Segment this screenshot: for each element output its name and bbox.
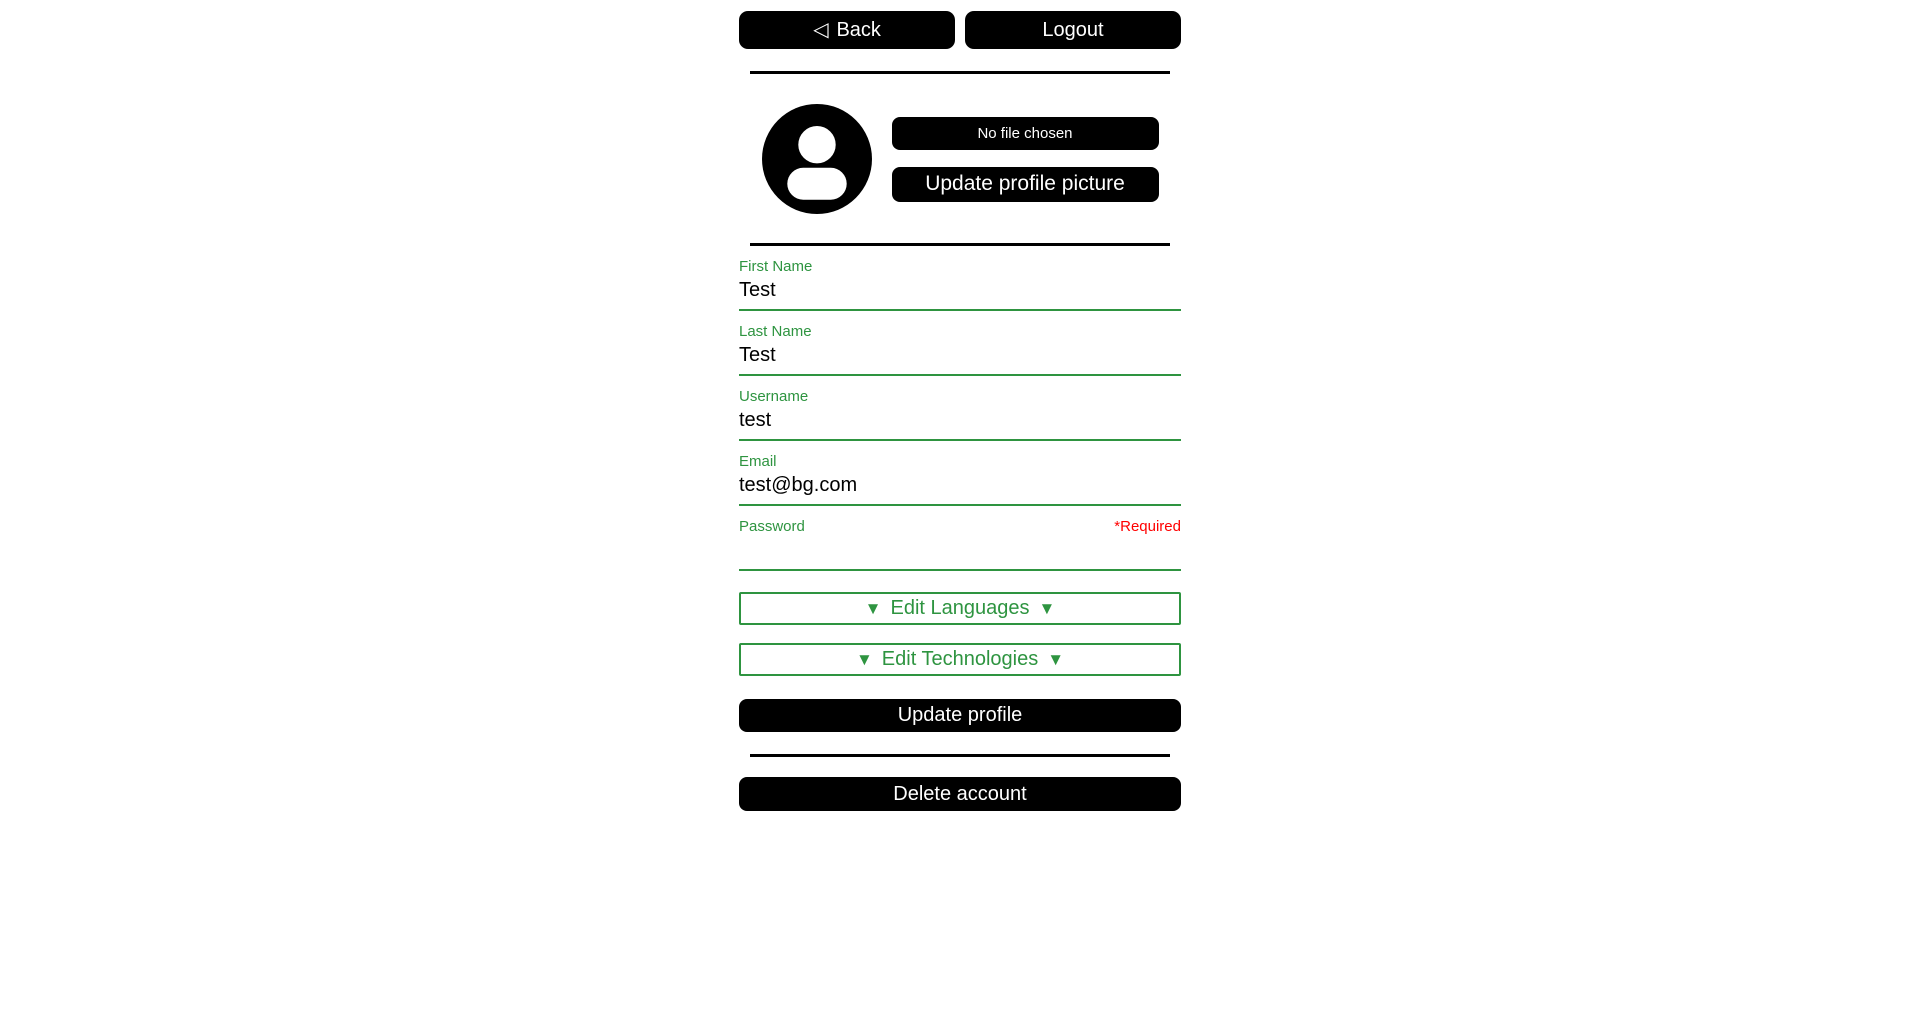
- update-picture-label: Update profile picture: [925, 172, 1125, 195]
- logout-button[interactable]: [965, 11, 1181, 49]
- caret-down-icon: ▼: [1038, 599, 1056, 618]
- back-button-label: Back: [836, 18, 881, 41]
- first-name-label: First Name: [739, 258, 813, 275]
- profile-page: [739, 0, 1181, 811]
- update-profile-label: Update profile: [897, 704, 1023, 726]
- last-name-field: [739, 311, 1181, 376]
- delete-account-label: Delete account: [893, 782, 1027, 805]
- edit-languages-label: Edit Languages: [890, 597, 1030, 619]
- logout-button-label: Logout: [1042, 18, 1104, 41]
- password-field: [739, 506, 1181, 571]
- person-circle-icon: [762, 104, 872, 214]
- header-button-row: [739, 11, 1181, 49]
- update-picture-button[interactable]: [892, 167, 1159, 202]
- edit-technologies-toggle[interactable]: [739, 643, 1181, 676]
- file-input-button[interactable]: [892, 117, 1159, 150]
- first-name-field: [739, 246, 1181, 311]
- password-input[interactable]: [739, 539, 1181, 561]
- email-input[interactable]: test@bg.com: [739, 474, 858, 496]
- email-label: Email: [739, 453, 777, 470]
- back-button[interactable]: [739, 11, 955, 49]
- username-label: Username: [739, 388, 809, 405]
- caret-down-icon: ▼: [864, 599, 882, 618]
- edit-languages-toggle[interactable]: [739, 592, 1181, 625]
- username-field: [739, 376, 1181, 441]
- divider-danger: [750, 754, 1170, 757]
- file-input-label: No file chosen: [977, 124, 1073, 142]
- profile-picture-section: [739, 104, 1181, 214]
- last-name-label: Last Name: [739, 323, 812, 340]
- last-name-input[interactable]: Test: [739, 344, 776, 366]
- caret-down-icon: ▼: [855, 650, 873, 669]
- email-field: [739, 441, 1181, 506]
- update-profile-button[interactable]: [739, 699, 1181, 732]
- back-arrow-icon: ◁: [813, 19, 829, 41]
- caret-down-icon: ▼: [1047, 650, 1065, 669]
- edit-technologies-label: Edit Technologies: [881, 648, 1039, 670]
- profile-form: [739, 246, 1181, 732]
- delete-account-button[interactable]: [739, 777, 1181, 811]
- username-input[interactable]: test: [739, 409, 772, 431]
- first-name-input[interactable]: Test: [739, 279, 776, 301]
- divider-top: [750, 71, 1170, 74]
- picture-buttons-column: [892, 117, 1159, 202]
- password-label: Password: [739, 518, 805, 535]
- password-required-note: *Required: [1114, 518, 1181, 535]
